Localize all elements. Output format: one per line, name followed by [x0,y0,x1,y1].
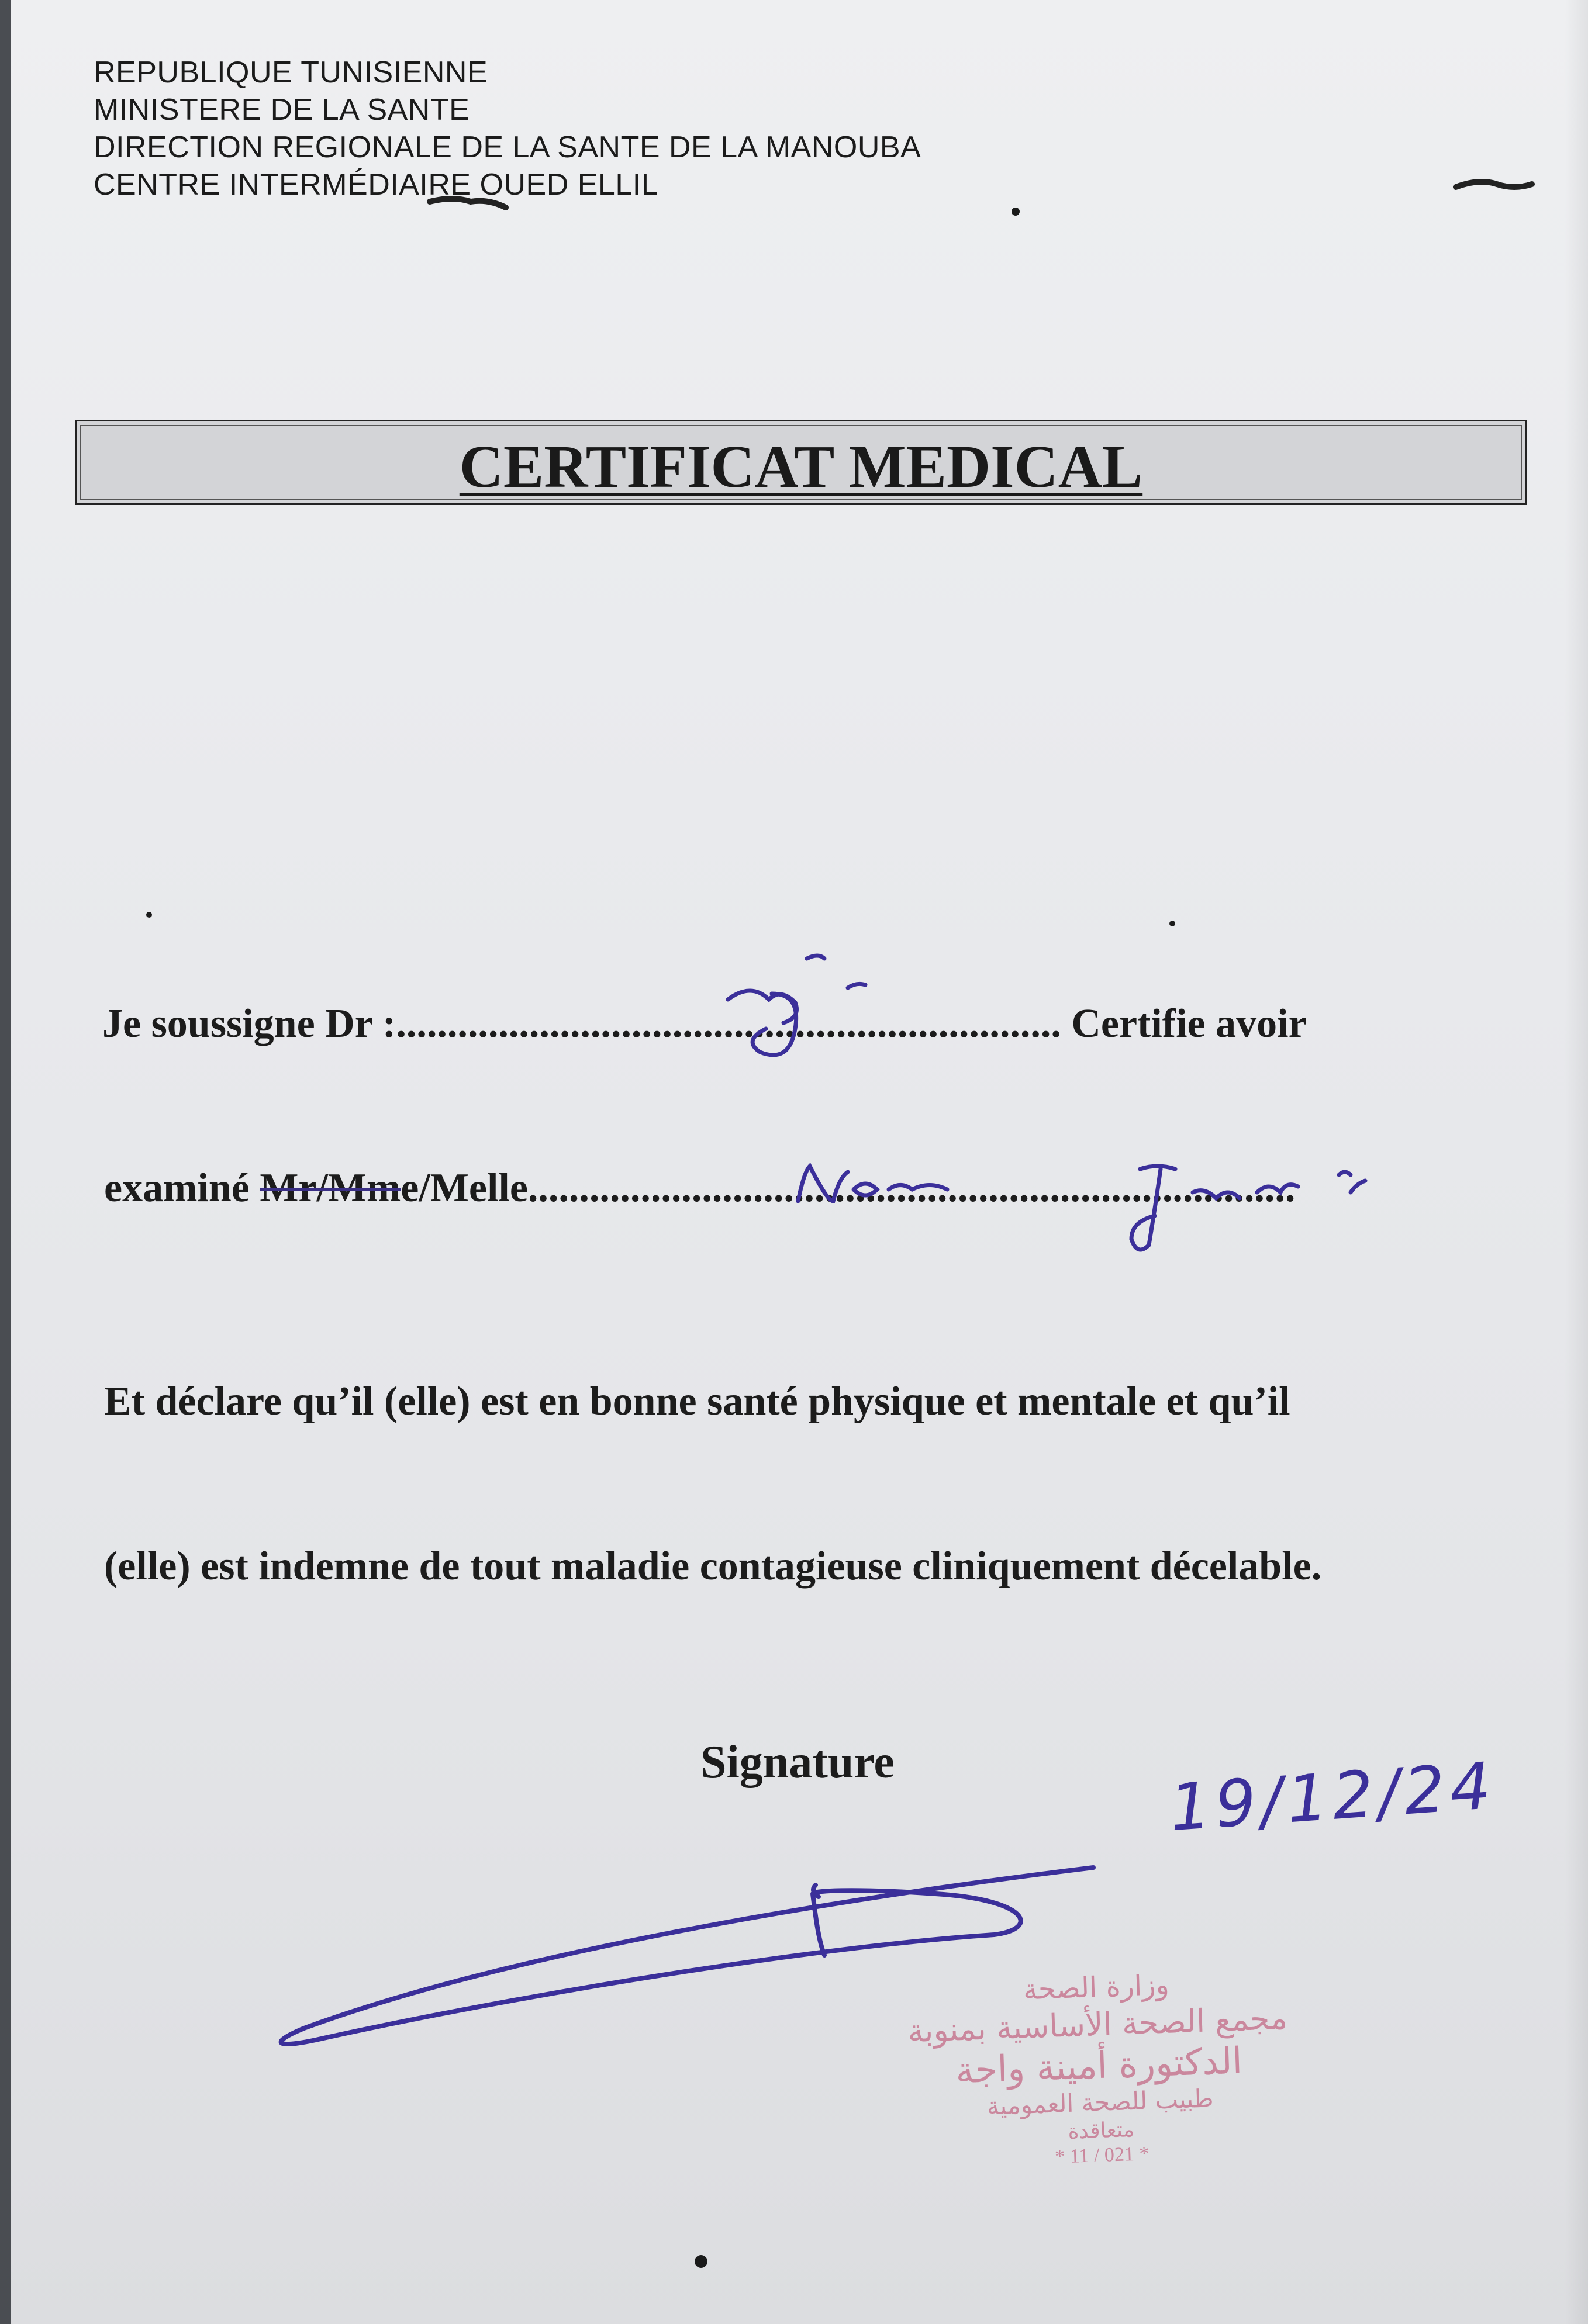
doctor-line-suffix: Certifie avoir [1071,1001,1307,1046]
speck [1012,208,1020,216]
stamp-complex: مجمع الصحة الأساسية بمنوبة [907,1999,1288,2050]
official-stamp [833,1960,1366,2189]
struck-title: Mr/Mm [260,1166,401,1211]
doctor-name-handwriting [728,956,865,1055]
signature-label: Signature [700,1737,895,1788]
stamp-status: متعاقدة [1067,2117,1135,2144]
stamp-number: * 11 / 021 * [1054,2143,1149,2168]
letterhead-ministry: MINISTERE DE LA SANTE [94,93,470,127]
patient-line-prefix: examiné [104,1166,260,1211]
speck [146,912,152,918]
stamp-ministry: وزارة الصحة [1023,1968,1170,2007]
stamp-role: طبيب للصحة العمومية [986,2084,1214,2121]
declaration-line-2: (elle) est indemne de tout maladie contagieuse cliniquement décelable. [104,1544,1322,1589]
speck [695,2255,707,2268]
doctor-line-prefix: Je soussigne Dr : [102,1001,396,1046]
doctor-line-dots: ................................................................. [396,1001,1061,1046]
handwritten-date: 19/12/24 [1167,1748,1498,1846]
declaration-line-1: Et déclare qu’il (elle) est en bonne santé physique et mentale et qu’il [104,1379,1290,1424]
ink-mark [430,182,1532,208]
stamp-doctor: الدكتورة أمينة واجة [955,2039,1243,2092]
letterhead-direction: DIRECTION REGIONALE DE LA SANTE DE LA MANOUBA [94,130,921,164]
speck [1169,921,1175,926]
letterhead-country: REPUBLIQUE TUNISIENNE [94,56,488,89]
patient-line-title: e/Melle [401,1166,528,1211]
patient-name-handwriting [798,1166,1365,1250]
letterhead-center: CENTRE INTERMÉDIAIRE OUED ELLIL [94,168,659,202]
document-title: CERTIFICAT MEDICAL [459,433,1143,500]
patient-line-dots: ........................................................................... [527,1166,1296,1211]
